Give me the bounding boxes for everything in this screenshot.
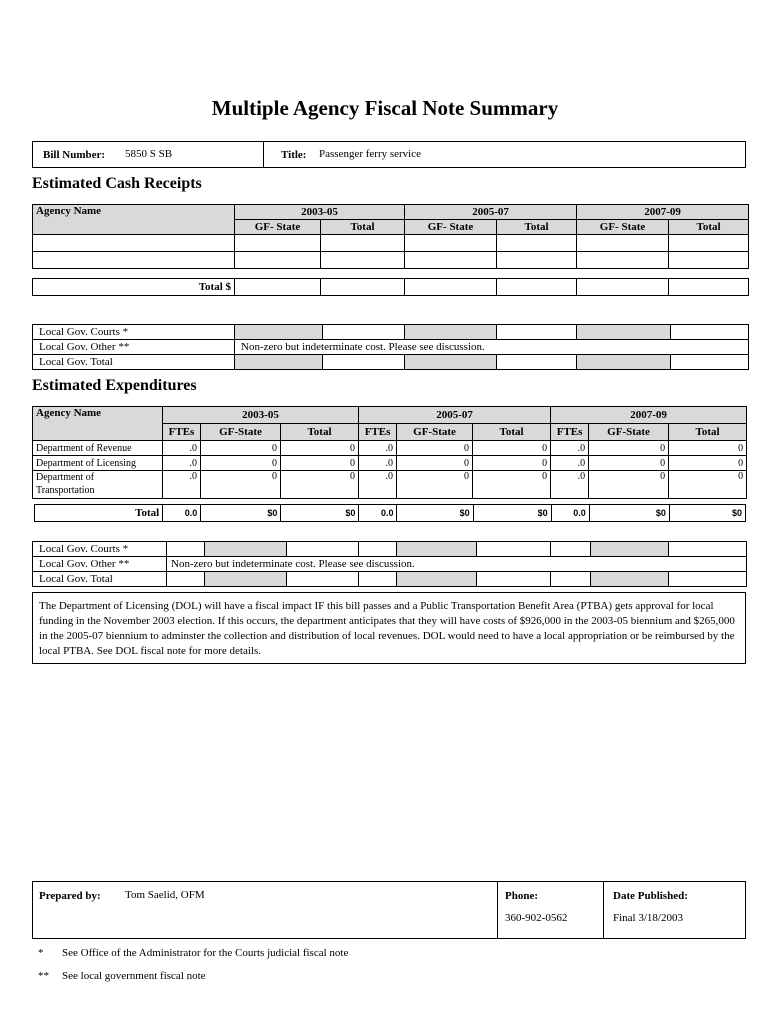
total-value: $0 <box>473 505 551 522</box>
cell-value: 0 <box>281 441 359 456</box>
expenditures-total <box>34 504 746 522</box>
cell-value: .0 <box>359 441 397 456</box>
footnote-text: See Office of the Administrator for the Courts judicial fiscal note <box>62 947 349 959</box>
table-row <box>33 441 747 456</box>
cell-value: 0 <box>473 471 551 499</box>
cell-value: 0 <box>669 471 747 499</box>
cell-value: 0 <box>589 471 669 499</box>
gf-state-header: GF- State <box>405 220 497 235</box>
period-header: 2003-05 <box>235 205 405 220</box>
cell-value: 0 <box>589 456 669 471</box>
total-value: $0 <box>669 505 745 522</box>
total-value: 0.0 <box>359 505 397 522</box>
date-published-label: Date Published: <box>613 890 688 902</box>
fiscal-note-description: The Department of Licensing (DOL) will have a fiscal impact IF this bill passes and a Public Transportation Benefit Area (PTBA) gets approval for local funding in the November 2003 election. If this occurs, the department anticipates that they will have costs of $926,000 in the 2003-05 biennium and $265,000 in the 2005-07 biennium to adminster the collection and distribution of local revenues. DOL would need to have a local appropriation or be reimbursed by the local PTBA. See DOL fiscal note for more details. <box>32 592 746 664</box>
local-other-label: Local Gov. Other ** <box>33 340 235 355</box>
ftes-header: FTEs <box>551 424 589 441</box>
total-header: Total <box>281 424 359 441</box>
cell-value: .0 <box>359 471 397 499</box>
phone-label: Phone: <box>505 890 538 902</box>
footnote-text: See local government fiscal note <box>62 970 206 982</box>
total-header: Total <box>321 220 405 235</box>
cell-value: 0 <box>201 441 281 456</box>
bill-number-label: Bill Number: <box>43 149 106 161</box>
local-other-label: Local Gov. Other ** <box>33 557 167 572</box>
total-value: 0.0 <box>163 505 201 522</box>
expenditures-table <box>32 406 747 499</box>
ftes-header: FTEs <box>359 424 397 441</box>
cash-receipts-heading: Estimated Cash Receipts <box>32 175 202 192</box>
cash-receipts-table <box>32 204 749 269</box>
cash-receipts-local <box>32 324 749 370</box>
period-header: 2007-09 <box>577 205 749 220</box>
gf-state-header: GF-State <box>397 424 473 441</box>
cell-value: 0 <box>589 441 669 456</box>
total-value: 0.0 <box>551 505 589 522</box>
agency-name <box>33 471 163 499</box>
cell-value: .0 <box>163 471 201 499</box>
cell-value: .0 <box>163 441 201 456</box>
cell-value: 0 <box>201 456 281 471</box>
total-value: $0 <box>589 505 669 522</box>
gf-state-header: GF- State <box>235 220 321 235</box>
footnote-mark: ** <box>38 970 49 982</box>
cell-value: .0 <box>551 471 589 499</box>
cell-value: 0 <box>201 471 281 499</box>
total-header: Total <box>497 220 577 235</box>
date-published: Final 3/18/2003 <box>613 912 683 924</box>
phone-number: 360-902-0562 <box>505 912 568 924</box>
total-header: Total <box>473 424 551 441</box>
cell-value: 0 <box>397 441 473 456</box>
agency-name: Department of Licensing <box>33 456 163 471</box>
cell-value: .0 <box>551 441 589 456</box>
cell-value: 0 <box>473 441 551 456</box>
agency-name-header: Agency Name <box>33 407 163 441</box>
bill-title-label: Title: <box>281 149 307 161</box>
prepared-by-label: Prepared by: <box>39 890 101 902</box>
period-header: 2005-07 <box>405 205 577 220</box>
total-header: Total <box>669 220 749 235</box>
period-header: 2005-07 <box>359 407 551 424</box>
total-row-label: Total $ <box>33 279 235 296</box>
preparer-name: Tom Saelid, OFM <box>125 889 205 901</box>
period-header: 2003-05 <box>163 407 359 424</box>
cell-value: 0 <box>397 456 473 471</box>
local-total-label: Local Gov. Total <box>33 355 235 370</box>
total-value: $0 <box>281 505 359 522</box>
ftes-header: FTEs <box>163 424 201 441</box>
local-note: Non-zero but indeterminate cost. Please see discussion. <box>167 557 747 572</box>
agency-name-line: Transportation <box>36 485 95 496</box>
gf-state-header: GF-State <box>201 424 281 441</box>
cell-value: 0 <box>397 471 473 499</box>
agency-name: Department of Revenue <box>33 441 163 456</box>
prepared-by-box <box>32 881 746 939</box>
expenditures-heading: Estimated Expenditures <box>32 377 197 394</box>
gf-state-header: GF-State <box>589 424 669 441</box>
expenditures-local <box>32 541 747 587</box>
period-header: 2007-09 <box>551 407 747 424</box>
agency-name-header: Agency Name <box>33 205 235 235</box>
gf-state-header: GF- State <box>577 220 669 235</box>
local-total-label: Local Gov. Total <box>33 572 167 587</box>
total-row-label: Total <box>35 505 163 522</box>
cell-value: .0 <box>359 456 397 471</box>
total-header: Total <box>669 424 747 441</box>
total-value: $0 <box>397 505 473 522</box>
cash-receipts-total <box>32 278 749 296</box>
table-row <box>33 456 747 471</box>
table-row <box>33 471 747 499</box>
local-courts-label: Local Gov. Courts * <box>33 325 235 340</box>
page-title: Multiple Agency Fiscal Note Summary <box>211 96 559 120</box>
total-value: $0 <box>201 505 281 522</box>
local-note: Non-zero but indeterminate cost. Please see discussion. <box>235 340 749 355</box>
bill-number: 5850 S SB <box>125 148 173 160</box>
bill-title: Passenger ferry service <box>319 148 422 160</box>
cell-value: 0 <box>281 471 359 499</box>
cell-value: 0 <box>669 456 747 471</box>
local-courts-label: Local Gov. Courts * <box>33 542 167 557</box>
footnote-mark: * <box>38 947 44 959</box>
agency-name-line: Department of <box>36 472 95 483</box>
cell-value: 0 <box>281 456 359 471</box>
cell-value: 0 <box>473 456 551 471</box>
cell-value: 0 <box>669 441 747 456</box>
cell-value: .0 <box>551 456 589 471</box>
cell-value: .0 <box>163 456 201 471</box>
bill-header <box>32 141 746 168</box>
